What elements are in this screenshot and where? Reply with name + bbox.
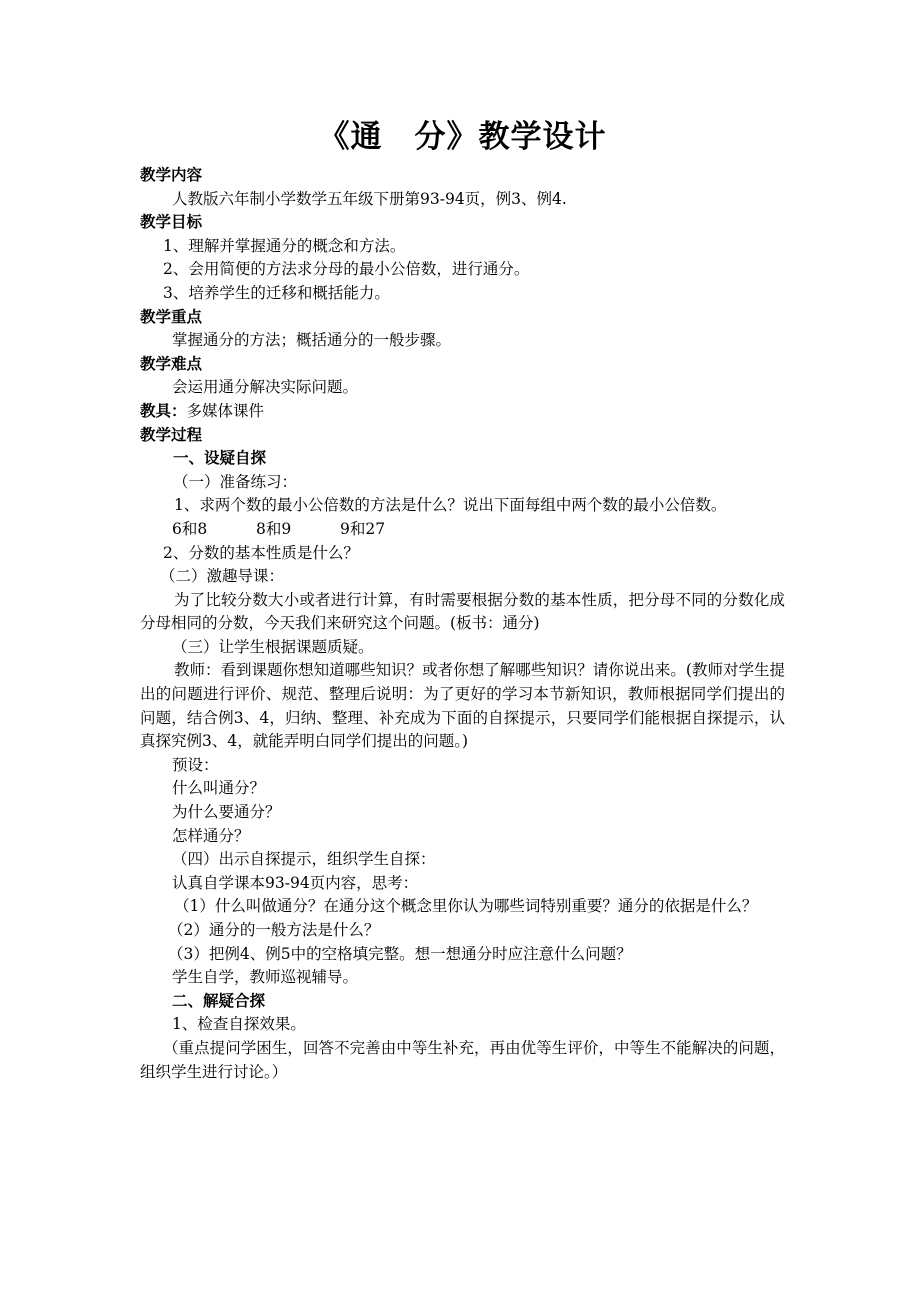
- tools-text: 多媒体课件: [186, 401, 265, 420]
- intro-paragraph: 为了比较分数大小或者进行计算，有时需要根据分数的基本性质，把分母不同的分数化成分母相同的分数，今天我们来研究这个问题。(板书：通分): [140, 590, 785, 633]
- note-paragraph: （重点提问学困生，回答不完善由中等生补充，再由优等生评价，中等生不能解决的问题，组织学生进行讨论。）: [140, 1038, 785, 1081]
- preset-item: 什么叫通分？: [172, 779, 266, 798]
- think-item: （2）通分的一般方法是什么？: [168, 921, 380, 939]
- goal-item: 3、培养学生的迁移和概括能力。: [163, 283, 390, 302]
- section-heading-goals: 教学目标: [140, 213, 203, 232]
- subsection-self-explore: （四）出示自探提示，组织学生自探：: [172, 850, 436, 869]
- part1-heading: 一、设疑自探: [173, 449, 267, 468]
- part2-heading: 二、解疑合探: [172, 991, 266, 1010]
- document-page: [140, 112, 785, 1084]
- question-fraction-property: 2、分数的基本性质是什么？: [163, 543, 359, 562]
- subsection-question: （三）让学生根据课题质疑。: [172, 637, 374, 656]
- number-pair: 8和9: [256, 519, 292, 538]
- self-study-text: 学生自学，教师巡视辅导。: [172, 968, 359, 987]
- content-text: 人教版六年制小学数学五年级下册第93-94页，例3、例4.: [172, 189, 567, 208]
- number-pairs: [140, 518, 785, 542]
- section-heading-key-points: 教学重点: [140, 307, 203, 326]
- number-pair: 6和8: [172, 519, 208, 538]
- preset-item: 为什么要通分？: [172, 803, 281, 822]
- read-instruction: 认真自学课本93-94页内容，思考：: [172, 873, 419, 892]
- key-points-text: 掌握通分的方法；概括通分的一般步骤。: [172, 331, 452, 350]
- section-heading-content: 教学内容: [140, 166, 203, 184]
- difficulties-text: 会运用通分解决实际问题。: [172, 378, 359, 397]
- number-pair: 9和27: [340, 519, 386, 538]
- check-item: 1、检查自探效果。: [172, 1015, 306, 1034]
- preset-item: 怎样通分？: [172, 826, 250, 845]
- think-item: （1）什么叫做通分？在通分这个概念里你认为哪些词特别重要？通分的依据是什么？: [174, 897, 758, 916]
- tools-label: 教具：: [140, 401, 187, 420]
- teacher-paragraph: 教师：看到课题你想知道哪些知识？或者你想了解哪些知识？请你说出来。(教师对学生提出的问题进行评价、规范、整理后说明：为了更好的学习本节新知识，教师根据同学们提出的问题，结合例3、4，归纳、整理、补充成为下面的自探提示，只要同学们能根据自探提示，认真探究例3、4，就能弄明白同学们提出的问题。): [140, 661, 785, 751]
- section-heading-process: 教学过程: [140, 425, 203, 444]
- tools-line: [140, 400, 785, 424]
- section-heading-difficulties: 教学难点: [140, 354, 203, 373]
- question-lcm: 1、求两个数的最小公倍数的方法是什么？说出下面每组中两个数的最小公倍数。: [174, 496, 727, 515]
- subsection-intro: （二）激趣导课：: [160, 567, 285, 586]
- goal-item: 1、理解并掌握通分的概念和方法。: [163, 236, 406, 255]
- document-title: 《通 分》教学设计: [318, 119, 607, 155]
- goal-item: 2、会用简便的方法求分母的最小公倍数，进行通分。: [163, 260, 530, 279]
- think-item: （3）把例4、例5中的空格填完整。想一想通分时应注意什么问题？: [168, 944, 632, 963]
- subsection-prep: （一）准备练习：: [173, 472, 298, 491]
- preset-label: 预设：: [172, 755, 219, 774]
